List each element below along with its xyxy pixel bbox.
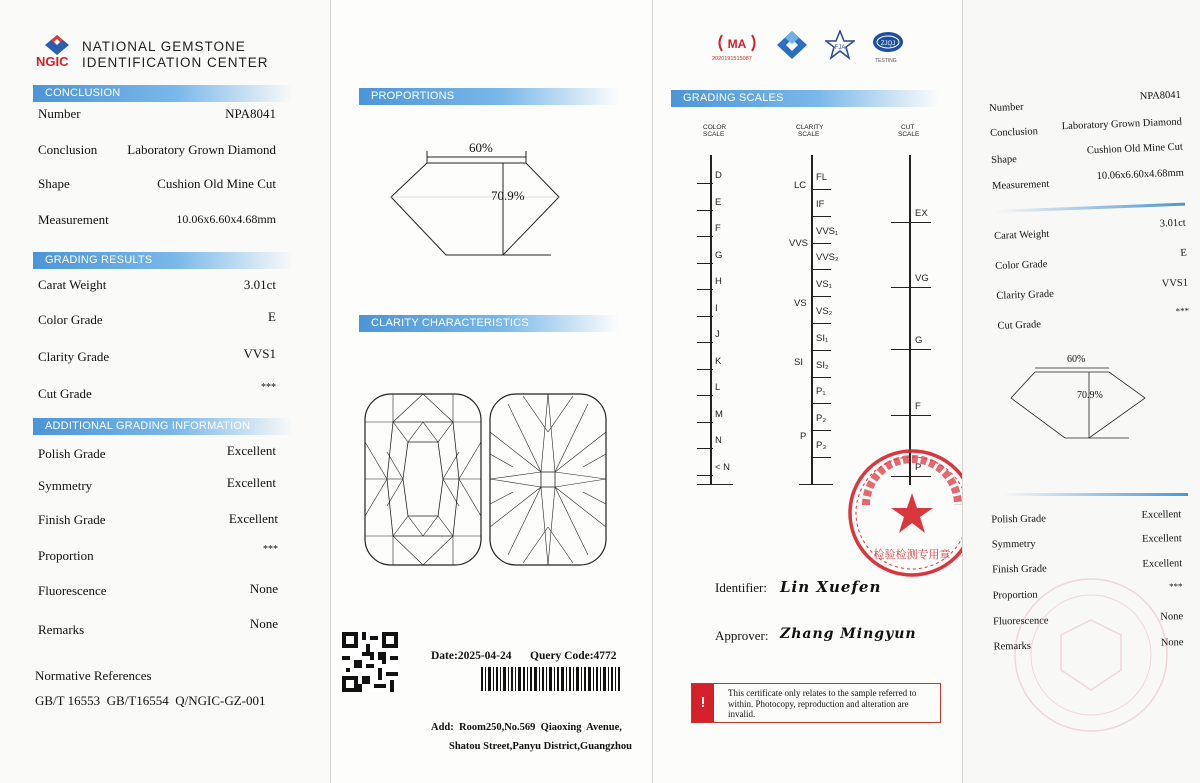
summary-polish-label: Polish Grade [991, 513, 1046, 526]
summary-color-value: E [1180, 247, 1188, 259]
testing-label: TESTING [875, 58, 897, 64]
label-remarks: Remarks [38, 622, 85, 637]
clarity-group-lc: LC [794, 180, 807, 191]
clarity-scale-tick [813, 430, 831, 431]
summary-fluorescence-value: None [1160, 611, 1184, 623]
value-conclusion: Laboratory Grown Diamond [127, 142, 276, 157]
summary-carat-label: Carat Weight [993, 228, 1050, 242]
clarity-group-vvs: VVS [789, 238, 809, 249]
summary-proportion-value: *** [1168, 581, 1183, 592]
label-proportion: Proportion [38, 548, 94, 563]
summary-measurement-value: 10.06x6.60x4.68mm [1096, 167, 1185, 182]
summary-number-value: NPA8041 [1139, 89, 1182, 103]
clarity-grade-label: P₂ [816, 413, 827, 425]
summary-finish-value: Excellent [1142, 558, 1183, 570]
cut-scale-title-2: SCALE [898, 131, 920, 138]
clarity-grade-label: VS₂ [816, 306, 833, 317]
section-header-grading-results: GRADING RESULTS [33, 252, 293, 269]
normative-value: GB/T 16553 GB/T16554 Q/NGIC-GZ-001 [35, 693, 266, 708]
cut-scale-axis [909, 155, 911, 485]
panel-grading-scales [652, 0, 962, 783]
value-polish: Excellent [226, 443, 276, 458]
label-measurement: Measurement [38, 212, 109, 227]
summary-polish-value: Excellent [1141, 509, 1182, 521]
summary-remarks-value: None [1160, 637, 1184, 649]
normative-title: Normative References [35, 668, 152, 683]
disclaimer-box [691, 683, 941, 723]
clarity-grade-label: VVS₁ [816, 225, 839, 237]
color-scale-title-2: SCALE [703, 131, 725, 138]
clarity-grade-label: FL [816, 172, 828, 183]
clarity-scale-tick [813, 403, 831, 404]
color-scale-tick [697, 236, 713, 237]
watermark-emblem [1011, 575, 1171, 735]
color-grade-d: D [715, 170, 722, 181]
clarity-grade-label: SI₂ [816, 359, 829, 371]
issue-date: Date:2025-04-24 [431, 650, 512, 662]
label-clarity: Clarity Grade [38, 349, 110, 364]
label-conclusion: Conclusion [38, 142, 98, 157]
value-proportion: *** [263, 544, 278, 555]
cut-scale-tick [891, 287, 931, 288]
identifier-label: Identifier: [715, 580, 767, 595]
color-grade-h: H [715, 276, 722, 287]
org-name-line2: IDENTIFICATION CENTER [82, 55, 269, 70]
color-grade-k: K [715, 355, 722, 367]
official-seal [846, 447, 962, 579]
color-scale-title-1: COLOR [703, 124, 727, 131]
section-header-clarity-characteristics: CLARITY CHARACTERISTICS [359, 315, 619, 332]
identifier-signature: Lin Xuefen [780, 578, 882, 596]
ngic-emblem-icon [776, 30, 808, 60]
value-carat: 3.01ct [243, 277, 276, 292]
summary-color-label: Color Grade [995, 258, 1048, 272]
summary-symmetry-value: Excellent [1141, 533, 1182, 545]
summary-clarity-label: Clarity Grade [996, 288, 1055, 302]
cut-scale-title-1: CUT [901, 124, 915, 131]
clarity-scale-tick [813, 377, 831, 378]
svg-text:MA: MA [727, 37, 747, 51]
summary-cut-label: Cut Grade [997, 319, 1042, 332]
color-scale-tick [697, 475, 713, 476]
color-grade-g: G [715, 249, 723, 261]
color-scale-axis [710, 155, 712, 485]
cut-scale-tick [891, 222, 931, 223]
label-cut: Cut Grade [38, 386, 92, 401]
label-color: Color Grade [38, 312, 103, 327]
label-fluorescence: Fluorescence [38, 583, 107, 598]
value-fluorescence: None [249, 581, 278, 596]
section-header-grading-scales: GRADING SCALES [671, 90, 939, 107]
summary-number-label: Number [988, 101, 1024, 115]
clarity-grade-label: IF [816, 198, 825, 210]
cut-grade-p: P [915, 462, 922, 473]
disclaimer-text: This certificate only relates to the sample referred to within. Photocopy, reproduction and alteration are invalid. [728, 688, 917, 719]
value-finish: Excellent [228, 511, 278, 526]
value-color: E [268, 309, 276, 324]
svg-text:FJA: FJA [834, 45, 846, 51]
clarity-grade-label: SI₁ [816, 332, 829, 344]
color-scale-tick [697, 422, 713, 423]
cma-logo-icon [716, 32, 758, 54]
summary-symmetry-label: Symmetry [991, 538, 1036, 551]
color-grade-j: J [715, 329, 720, 340]
clarity-grade-label: VVS₂ [816, 252, 839, 264]
value-shape: Cushion Old Mine Cut [157, 176, 276, 191]
summary-conclusion-label: Conclusion [989, 126, 1039, 140]
pavilion-view-diagram [488, 392, 608, 567]
query-code: Query Code:4772 [530, 650, 617, 662]
clarity-group-si: SI [794, 357, 803, 368]
value-symmetry: Excellent [226, 475, 276, 490]
label-shape: Shape [38, 176, 70, 191]
barcode [481, 667, 621, 691]
panel-summary [962, 0, 1200, 783]
color-grade-e: E [715, 196, 722, 208]
crown-view-diagram [363, 392, 483, 567]
panel-diagrams [330, 0, 652, 783]
testing-badge-icon [871, 30, 905, 54]
clarity-group-p: P [800, 431, 807, 442]
color-grade-n: < N [715, 461, 731, 473]
color-grade-m: M [715, 408, 723, 420]
summary-depth-pct: 70.9% [1077, 390, 1103, 401]
label-carat: Carat Weight [38, 277, 107, 292]
cma-cert-number: 2020191515087 [712, 56, 752, 62]
summary-measurement-label: Measurement [991, 178, 1050, 193]
clarity-scale-tick [813, 216, 831, 217]
clarity-grade-label: P₃ [816, 440, 827, 451]
summary-table-pct: 60% [1067, 354, 1086, 365]
clarity-scale-tick [813, 243, 831, 244]
org-name-line1: NATIONAL GEMSTONE [82, 39, 246, 54]
clarity-scale-tick [813, 296, 831, 297]
color-grade-l: L [715, 382, 721, 393]
color-scale-tick [697, 316, 713, 317]
clarity-scale-bottom-tick [799, 484, 833, 485]
summary-remarks-label: Remarks [993, 640, 1031, 653]
clarity-scale-tick [813, 323, 831, 324]
warning-icon: ! [692, 684, 714, 722]
color-grade-i: I [715, 302, 718, 314]
color-grade-n: N [715, 435, 722, 446]
color-scale-tick [697, 289, 713, 290]
cut-grade-f: F [915, 401, 921, 412]
cut-grade-g: G [915, 335, 923, 346]
label-polish: Polish Grade [38, 446, 106, 461]
summary-cut-value: *** [1175, 305, 1190, 317]
value-remarks: None [249, 616, 278, 631]
summary-clarity-value: VVS1 [1161, 277, 1189, 290]
clarity-grade-label: VS₁ [816, 279, 832, 291]
approver-signature: Zhang Mingyun [780, 626, 917, 642]
summary-proportion-label: Proportion [992, 589, 1038, 602]
clarity-scale-tick [813, 457, 831, 458]
cut-scale-tick [891, 415, 931, 416]
color-scale-tick [697, 263, 713, 264]
summary-finish-label: Finish Grade [992, 563, 1047, 576]
summary-conclusion-value: Laboratory Grown Diamond [1061, 116, 1183, 133]
clarity-scale-tick [813, 189, 831, 190]
clarity-scale-tick [813, 350, 831, 351]
label-symmetry: Symmetry [38, 478, 93, 493]
clarity-scale-tick [813, 269, 831, 270]
ngic-logo-icon [44, 34, 70, 56]
section-header-proportions: PROPORTIONS [359, 88, 619, 105]
color-scale-tick [697, 210, 713, 211]
cut-scale-tick [891, 349, 931, 350]
clarity-grade-label: P₁ [816, 386, 826, 398]
approver-label: Approver: [715, 628, 769, 643]
cut-grade-vg: VG [915, 273, 929, 284]
table-percentage: 60% [469, 140, 493, 155]
value-measurement: 10.06x6.60x4.68mm [176, 212, 276, 226]
summary-shape-value: Cushion Old Mine Cut [1086, 141, 1184, 157]
value-cut: *** [261, 382, 276, 393]
address-line1: Add: Room250,No.569 Qiaoxing Avenue, [431, 722, 622, 733]
clarity-scale-title-1: CLARITY [796, 124, 824, 131]
clarity-scale-axis [811, 155, 813, 485]
star-badge-icon [825, 30, 855, 60]
label-number: Number [38, 106, 81, 121]
qr-code[interactable] [342, 632, 398, 692]
summary-carat-value: 3.01ct [1159, 217, 1186, 230]
value-number: NPA8041 [225, 106, 276, 121]
color-scale-tick [697, 342, 713, 343]
color-scale-tick [697, 369, 713, 370]
color-scale-tick [697, 395, 713, 396]
panel-main-report [0, 0, 330, 783]
depth-percentage: 70.9% [491, 188, 525, 203]
section-header-additional: ADDITIONAL GRADING INFORMATION [33, 418, 293, 435]
color-scale-tick [697, 183, 713, 184]
label-finish: Finish Grade [38, 512, 106, 527]
clarity-group-vs: VS [794, 298, 807, 309]
summary-shape-label: Shape [990, 154, 1018, 167]
seal-text: 检验检测专用章 [873, 548, 951, 561]
color-grade-f: F [715, 223, 721, 234]
section-header-conclusion: CONCLUSION [33, 85, 293, 102]
color-scale-tick [697, 448, 713, 449]
value-clarity: VVS1 [243, 346, 276, 361]
logo-abbr: NGIC [36, 54, 69, 69]
summary-fluorescence-label: Fluorescence [993, 615, 1049, 628]
clarity-scale-title-2: SCALE [798, 131, 820, 138]
cut-grade-ex: EX [915, 208, 928, 219]
address-line2: Shatou Street,Panyu District,Guangzhou [449, 741, 632, 752]
svg-text:ZJQJ: ZJQJ [880, 41, 896, 47]
color-scale-bottom-tick [697, 484, 733, 485]
